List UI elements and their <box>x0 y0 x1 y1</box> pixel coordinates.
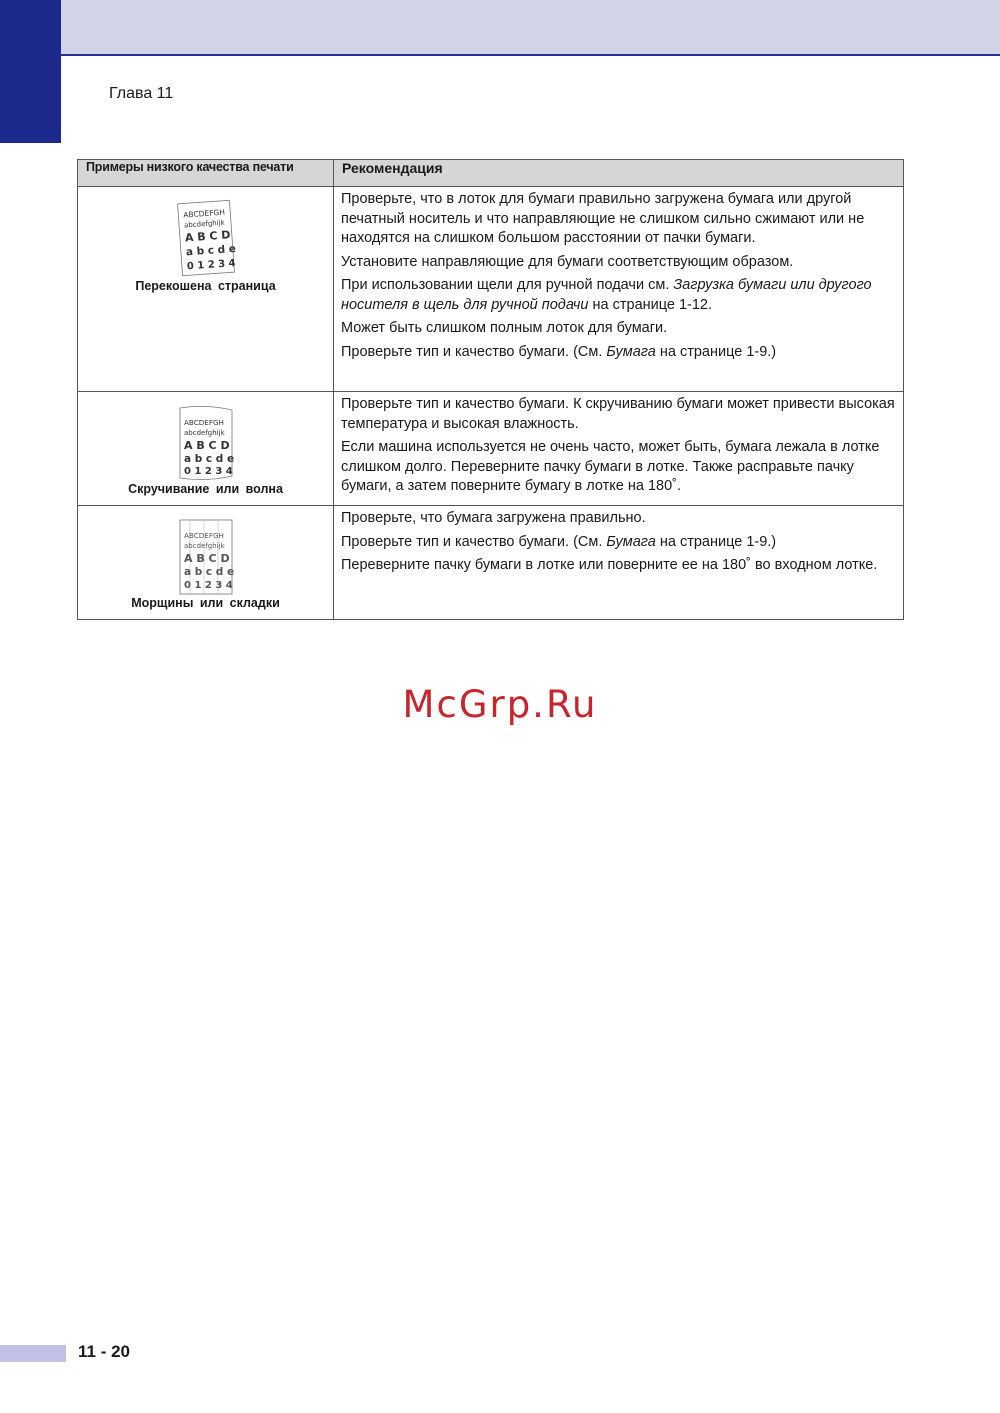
example-label: Морщины или складки <box>131 596 280 610</box>
recommendation-cell <box>334 506 904 620</box>
skewed-page-sample-image <box>176 199 236 277</box>
recommendation-text: Может быть слишком полным лоток для бумаги. <box>341 320 668 336</box>
text-fragment: на странице 1-12. <box>588 296 713 313</box>
sample-text-line: ABCDEFGH <box>183 418 224 427</box>
example-label: Скручивание или волна <box>128 482 283 496</box>
header-rule <box>60 54 1000 56</box>
text-fragment: При использовании щели для ручной подачи см. <box>341 277 674 293</box>
recommendation-text: Установите направляющие для бумаги соответствующим образом. <box>341 253 794 270</box>
text-fragment: Проверьте тип и качество бумаги. (См. <box>341 343 607 360</box>
recommendation-cell <box>334 392 904 506</box>
sample-text-line: a b c d e <box>185 242 236 259</box>
recommendation-text <box>341 533 895 553</box>
recommendation-text: Проверьте, что бумага загружена правильно. <box>341 510 646 526</box>
example-cell <box>78 187 334 392</box>
recommendation-cell <box>334 187 904 392</box>
curled-page-sample-image <box>176 404 236 482</box>
footer-band <box>0 1345 66 1362</box>
sample-text-line: 0 1 2 3 4 <box>186 258 236 273</box>
text-fragment: на странице 1-9.) <box>655 533 777 550</box>
table-row <box>78 187 904 392</box>
recommendation-text: Переверните пачку бумаги в лотке или поверните ее на 180˚ во входном лотке. <box>341 557 878 573</box>
table-header-row <box>78 160 904 187</box>
column-header-examples: Примеры низкого качества печати <box>78 160 334 187</box>
reference-link-text: Бумага <box>606 533 656 550</box>
sample-text-line: abcdefghijk <box>183 218 225 230</box>
watermark: McGrp.Ru <box>402 683 598 726</box>
table-row <box>78 506 904 620</box>
chapter-tab <box>0 0 61 143</box>
recommendation-text: Проверьте тип и качество бумаги. К скручиванию бумаги может привести высокая температура и высокая влажность. <box>341 396 895 432</box>
recommendation-text: Если машина используется не очень часто, может быть, бумага лежала в лотке слишком долго. Переверните пачку бумаги в лотке. Также расправьте пачку бумаги, а затем поверните бумагу в лотке на 180˚. <box>341 439 880 494</box>
example-label: Перекошена страница <box>135 279 276 293</box>
header-band <box>0 0 1000 54</box>
reference-link-text: Бумага <box>606 343 656 360</box>
sample-text-line: 0 1 2 3 4 <box>183 466 233 477</box>
column-header-recommendation: Рекомендация <box>334 160 904 187</box>
reference-link-text: Загрузка бумаги или другого носителя в щель для ручной подачи <box>341 277 872 313</box>
table-row <box>78 392 904 506</box>
wrinkled-page-sample-image <box>176 518 236 596</box>
sample-text-line: ABCDEFGH <box>183 531 224 540</box>
page-number: 11 - 20 <box>78 1342 130 1361</box>
sample-text-line: A B C D <box>183 439 230 452</box>
text-fragment: Проверьте тип и качество бумаги. (См. <box>341 533 607 550</box>
print-quality-table <box>77 159 904 620</box>
example-cell <box>78 392 334 506</box>
sample-text-line: abcdefghijk <box>183 542 225 550</box>
sample-text-line: a b c d e <box>183 453 234 465</box>
sample-text-line: ABCDEFGH <box>182 207 225 220</box>
sample-text-line: 0 1 2 3 4 <box>183 580 233 591</box>
sample-text-line: a b c d e <box>183 566 234 578</box>
recommendation-text <box>341 343 895 363</box>
sample-text-line: A B C D <box>183 552 230 565</box>
text-fragment: на странице 1-9.) <box>655 343 777 360</box>
sample-text-line: A B C D <box>183 228 231 245</box>
sample-text-line: abcdefghijk <box>183 429 225 437</box>
example-cell <box>78 506 334 620</box>
recommendation-text <box>341 276 895 315</box>
recommendation-text: Проверьте, что в лоток для бумаги правильно загружена бумага или другой печатный носитель и что направляющие не слишком сильно сжимают или не находятся на слишком большом расстоянии от пачки бумаги. <box>341 191 865 246</box>
chapter-title: Глава 11 <box>109 85 174 102</box>
